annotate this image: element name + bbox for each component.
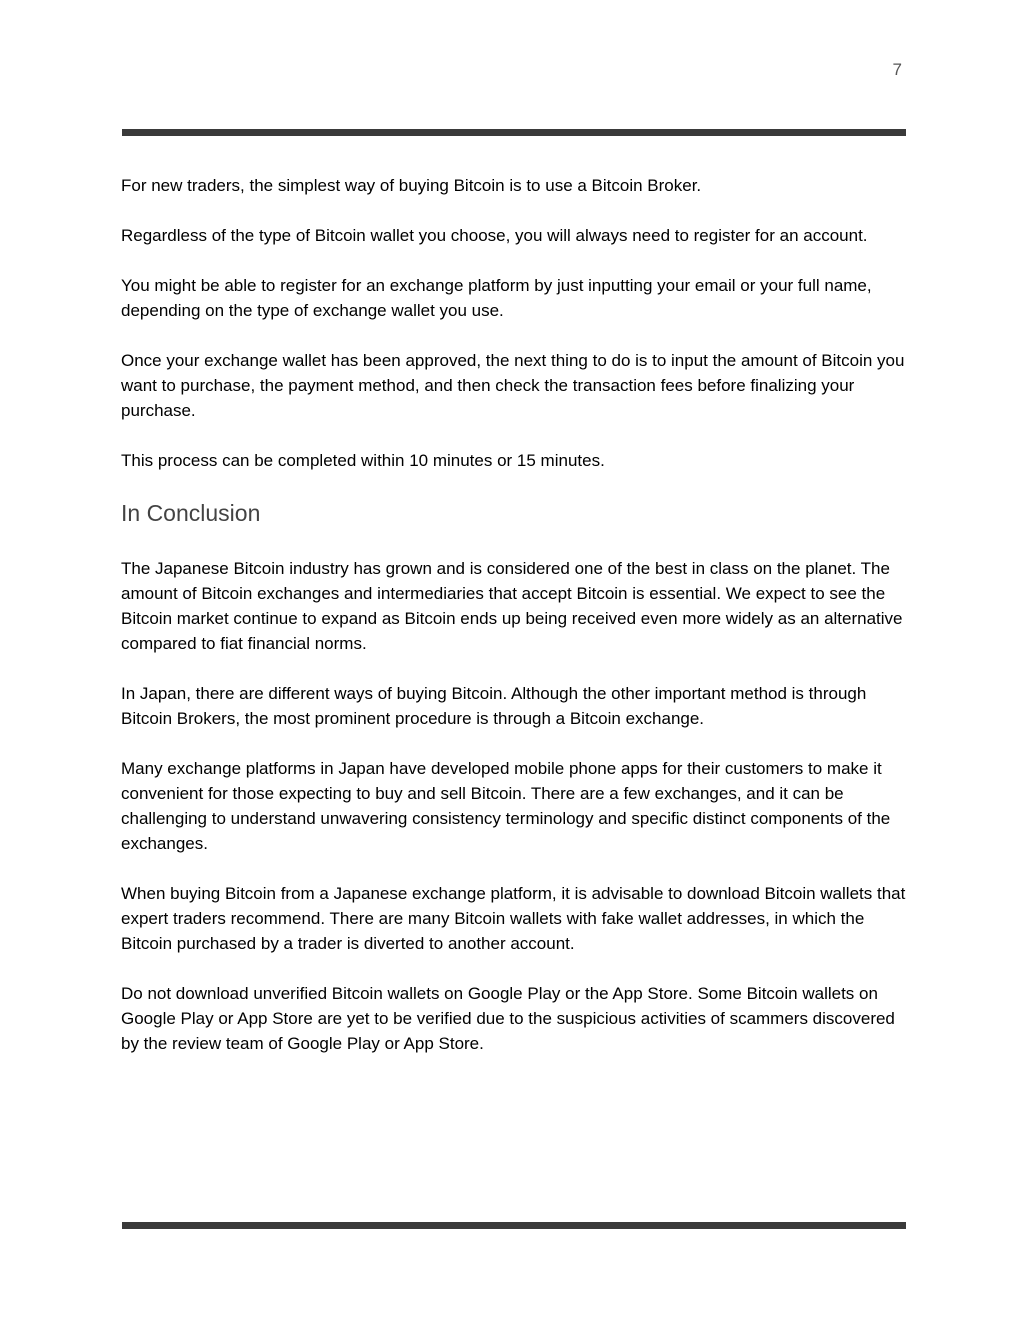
- body-paragraph: You might be able to register for an exchange platform by just inputting your email or your full name, depending on the type of exchange wallet you use.: [121, 276, 872, 320]
- document-body: [121, 173, 907, 1081]
- body-paragraph: This process can be completed within 10 minutes or 15 minutes.: [121, 451, 605, 470]
- footer-rule: [122, 1222, 906, 1229]
- body-paragraph: In Japan, there are different ways of buying Bitcoin. Although the other important method is through Bitcoin Brokers, the most prominent procedure is through a Bitcoin exchange.: [121, 684, 867, 728]
- section-heading: In Conclusion: [121, 500, 261, 526]
- body-paragraph: Many exchange platforms in Japan have developed mobile phone apps for their customers to make it convenient for those expecting to buy and sell Bitcoin. There are a few exchanges, and it can be challenging to understand unwavering consistency terminology and specific distinct components of the exchanges.: [121, 759, 891, 853]
- header-rule: [122, 129, 906, 136]
- body-paragraph: When buying Bitcoin from a Japanese exchange platform, it is advisable to download Bitcoin wallets that expert traders recommend. There are many Bitcoin wallets with fake wallet addresses, in which the Bitcoin purchased by a trader is diverted to another account.: [121, 884, 906, 953]
- page-number: 7: [892, 60, 902, 79]
- body-paragraph: The Japanese Bitcoin industry has grown and is considered one of the best in class on the planet. The amount of Bitcoin exchanges and intermediaries that accept Bitcoin is essential. We expect to see the Bitcoin market continue to expand as Bitcoin ends up being received even more widely as an alternative compared to fiat financial norms.: [121, 559, 903, 653]
- body-paragraph: Regardless of the type of Bitcoin wallet you choose, you will always need to register for an account.: [121, 226, 868, 245]
- body-paragraph: Do not download unverified Bitcoin wallets on Google Play or the App Store. Some Bitcoin wallets on Google Play or App Store are yet to be verified due to the suspicious activities of scammers discovered by the review team of Google Play or App Store.: [121, 984, 895, 1053]
- body-paragraph: For new traders, the simplest way of buying Bitcoin is to use a Bitcoin Broker.: [121, 176, 702, 195]
- body-paragraph: Once your exchange wallet has been approved, the next thing to do is to input the amount of Bitcoin you want to purchase, the payment method, and then check the transaction fees before finalizing your purchase.: [121, 351, 905, 420]
